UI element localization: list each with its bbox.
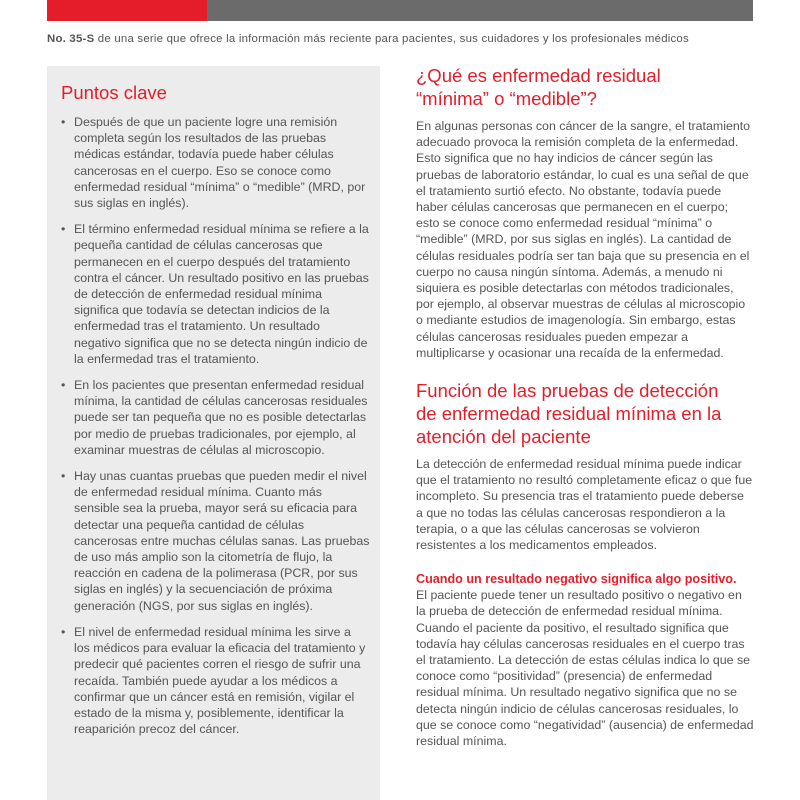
heading-line: atención del paciente xyxy=(416,426,591,448)
main-article xyxy=(416,64,754,749)
subheading-negative-result: Cuando un resultado negativo significa algo positivo. xyxy=(416,572,737,587)
bullet-icon: • xyxy=(61,222,66,237)
key-point-text: El nivel de enfermedad residual mínima les sirve a los médicos para evaluar la eficacia del tratamiento y predecir qué pacientes corren el riesgo de sufrir una recaída. También puede ayudar a los médicos a confirmar que un cáncer está en remisión, vigilar el estado de la misma y, posiblemente, identificar la reaparición precoz del cáncer. xyxy=(74,624,366,737)
key-point-item xyxy=(61,468,370,614)
heading-line: Función de las pruebas de detección xyxy=(416,380,719,402)
bullet-icon: • xyxy=(61,378,66,393)
top-bar-gray-segment xyxy=(207,0,753,21)
key-point-text: Hay unas cuantas pruebas que pueden medir el nivel de enfermedad residual mínima. Cuanto más sensible sea la prueba, mayor será su eficacia para detectar una pequeña cantidad de células cancerosas entre muchas células sanas. Las pruebas de uso más amplio son la citometría de flujo, la reacción en cadena de la polimerasa (PCR, por sus siglas en inglés) y la secuenciación de próxima generación (NGS, por sus siglas en inglés). xyxy=(74,469,370,613)
key-point-item xyxy=(61,377,370,458)
series-line xyxy=(47,33,767,45)
heading-line: ¿Qué es enfermedad residual xyxy=(416,65,661,86)
key-point-text: En los pacientes que presentan enfermedad residual mínima, la cantidad de células cancerosas residuales puede ser tan pequeña que no es posible detectarlas por medio de pruebas tradicionales, por ejemplo, al examinar muestras de células al microscopio. xyxy=(74,378,368,457)
bullet-icon: • xyxy=(61,624,66,639)
series-number: No. 35-S xyxy=(47,33,95,45)
heading-line: de enfermedad residual mínima en la xyxy=(416,403,722,425)
key-points-title: Puntos clave xyxy=(61,82,167,103)
key-point-item xyxy=(61,624,370,737)
section-paragraph: El paciente puede tener un resultado positivo o negativo en la prueba de detección de enfermedad residual mínima. Cuando el paciente da positivo, el resultado significa que todavía hay células cancerosas residuales en el cuerpo tras el tratamiento. La detección de estas células indica lo que se conoce como “positividad” (presencia) de enfermedad residual mínima. Un resultado negativo significa que no se detecta ningún indicio de células cancerosas residuales, lo que se conoce como “negatividad” (ausencia) de enfermedad residual mínima. xyxy=(416,588,754,749)
key-point-item xyxy=(61,114,370,211)
section-heading-mrd-definition xyxy=(416,64,754,110)
key-points-panel xyxy=(47,66,380,800)
series-text: de una serie que ofrece la información más reciente para pacientes, sus cuidadores y los profesionales médicos xyxy=(94,33,689,45)
key-point-item xyxy=(61,221,370,367)
key-point-text: El término enfermedad residual mínima se refiere a la pequeña cantidad de células cancerosas que permanecen en el cuerpo después del tratamiento contra el cáncer. Un resultado positivo en las pruebas de detección de enfermedad residual mínima significa que todavía se detectan indicios de la enfermedad tras el tratamiento. Un resultado negativo significa que no se detecta ningún indicio de la enfermedad tras el tratamiento. xyxy=(74,222,369,366)
section-heading-mrd-testing xyxy=(416,379,754,448)
key-point-text: Después de que un paciente logre una remisión completa según los resultados de las pruebas médicas estándar, todavía puede haber células cancerosas en el cuerpo. Eso se conoce como enfermedad residual “mínima” o “medible” (MRD, por sus siglas en inglés). xyxy=(74,115,366,211)
section-paragraph: En algunas personas con cáncer de la sangre, el tratamiento adecuado provoca la remisión completa de la enfermedad. Esto significa que no hay indicios de cáncer según las pruebas de laboratorio estándar, lo cual es una señal de que el tratamiento surtió efecto. No obstante, todavía puede haber células cancerosas que permanecen en el cuerpo; esto se conoce como enfermedad residual “mínima” o “medible” (MRD, por sus siglas en inglés). La cantidad de células residuales podría ser tan baja que su presencia en el cuerpo no causa ningún síntoma. Además, a menudo ni siquiera es posible detectarlas con métodos tradicionales, por ejemplo, al observar muestras de células al microscopio o mediante estudios de imagenología. Sin embargo, estas células cancerosas residuales pueden empezar a multiplicarse y ocasionar una recaída de la enfermedad. xyxy=(416,119,751,360)
section-paragraph: La detección de enfermedad residual mínima puede indicar que el tratamiento no resultó completamente eficaz o que fue incompleto. Su presencia tras el tratamiento puede deberse a que no todas las células cancerosas respondieron a la terapia, o a que las células cancerosas se volvieron resistentes a los medicamentos empleados. xyxy=(416,457,753,553)
key-points-list xyxy=(61,114,370,737)
top-color-bar xyxy=(47,0,753,21)
top-bar-red-segment xyxy=(47,0,207,21)
bullet-icon: • xyxy=(61,115,66,129)
heading-line: “mínima” o “medible”? xyxy=(416,88,597,109)
bullet-icon: • xyxy=(61,469,66,484)
